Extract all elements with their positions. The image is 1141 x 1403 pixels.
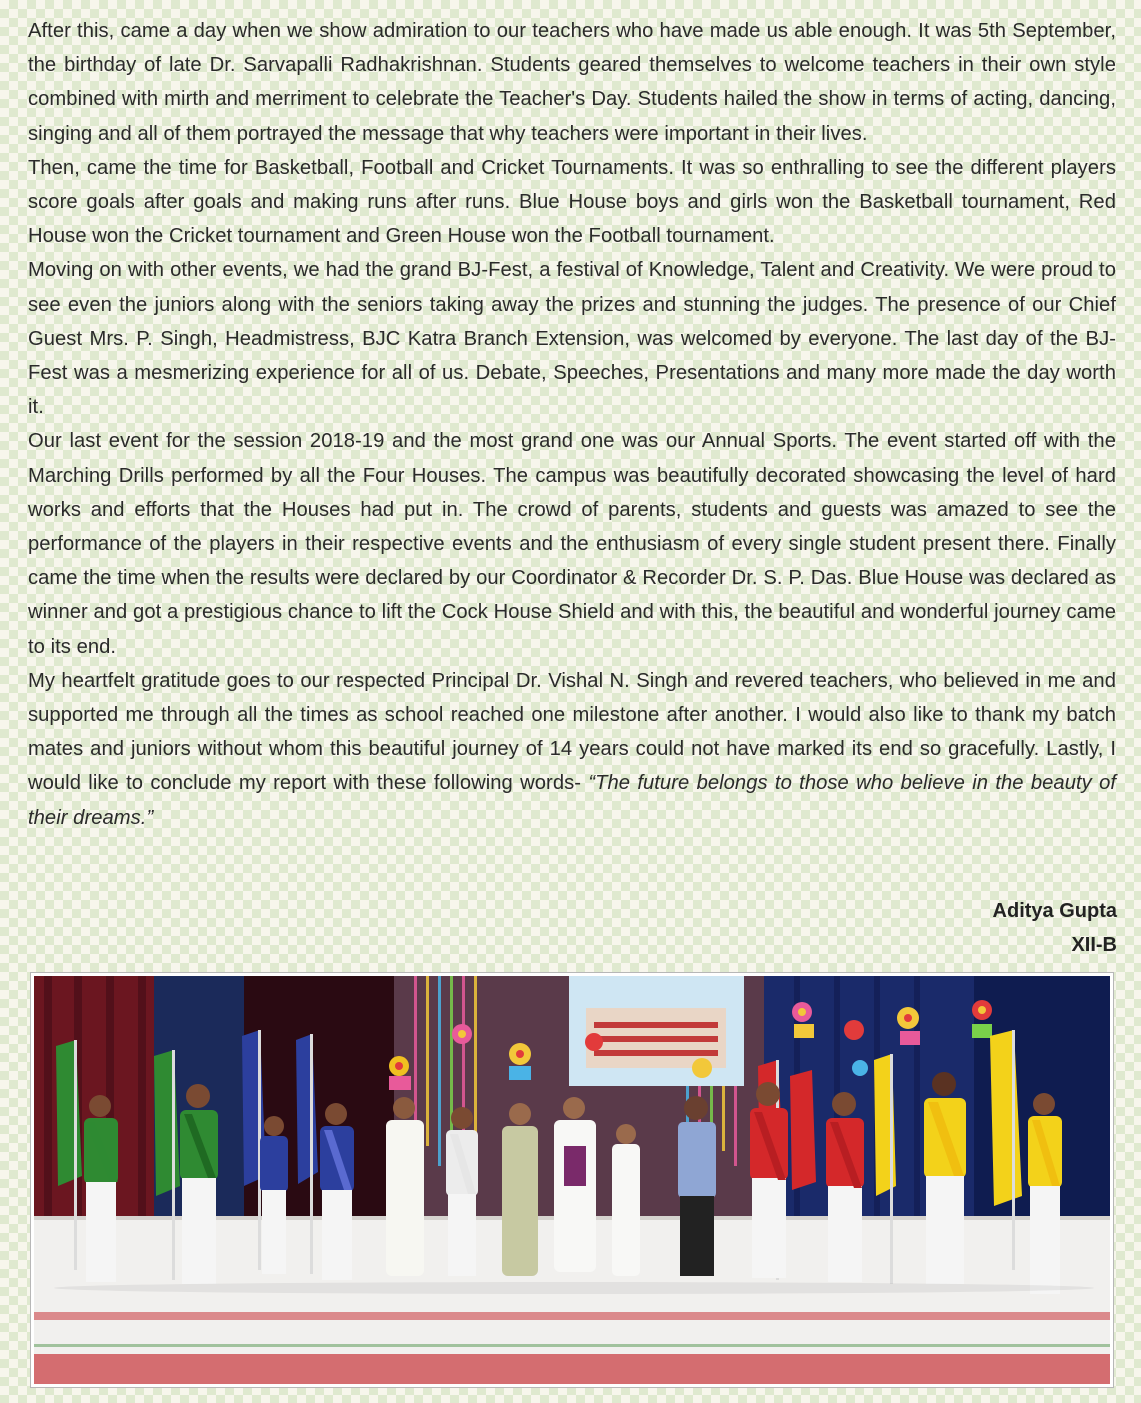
author-class: XII-B — [1071, 934, 1117, 956]
group-photo — [34, 976, 1110, 1384]
author-signature — [993, 894, 1117, 962]
gratitude-text: My heartfelt gratitude goes to our respected Principal Dr. Vishal N. Singh and revered teachers, who believed in me and supported me through all the times as school reached one milestone after another. I would also like to thank my batch mates and juniors without whom this beautiful journey of 14 years could not have marked its end so gracefully. Lastly, I would like to conclude my report with these following words- — [28, 669, 1116, 795]
article-body — [28, 14, 1116, 835]
closing-quote: “The future belongs to those who believe in the beauty of their dreams.” — [28, 772, 1117, 829]
group-photo-illustration — [34, 976, 1110, 1384]
group-photo-frame — [30, 972, 1114, 1388]
paragraph-annual-sports: Our last event for the session 2018-19 and the most grand one was our Annual Sports. The event started off with the Marching Drills performed by all the Four Houses. The campus was beautifully decorated showcasing the level of hard works and efforts that the Houses had put in. The crowd of parents, students and guests was amazed to see the performance of the players in their respective events and the enthusiasm of every single student present there. Finally came the time when the results were declared by our Coordinator & Recorder Dr. S. P. Das. Blue House was declared as winner and got a prestigious chance to lift the Cock House Shield and with this, the beautiful and wonderful journey came to its end. — [28, 430, 1116, 658]
paragraph-teachers-day: After this, came a day when we show admiration to our teachers who have made us able enough. It was 5th September, the birthday of late Dr. Sarvapalli Radhakrishnan. Students geared themselves to welcome teachers in their own style combined with mirth and merriment to celebrate the Teacher's Day. Students hailed the show in terms of acting, dancing, singing and all of them portrayed the message that why teachers were important in their lives. — [28, 20, 1116, 145]
paragraph-tournaments: Then, came the time for Basketball, Football and Cricket Tournaments. It was so enthralling to see the different players score goals after goals and making runs after runs. Blue House boys and girls won the Basketball tournament, Red House won the Cricket tournament and Green House won the Football tournament. — [28, 156, 1116, 248]
author-name: Aditya Gupta — [992, 900, 1117, 922]
paragraph-gratitude — [28, 664, 1116, 835]
paragraph-bj-fest: Moving on with other events, we had the grand BJ-Fest, a festival of Knowledge, Talent and Creativity. We were proud to see even the juniors along with the seniors taking away the prizes and stunning the judges. The presence of our Chief Guest Mrs. P. Singh, Headmistress, BJC Katra Branch Extension, was welcomed by everyone. The last day of the BJ-Fest was a mesmerizing experience for all of us. Debate, Speeches, Presentations and many more made the day worth it. — [28, 259, 1116, 419]
